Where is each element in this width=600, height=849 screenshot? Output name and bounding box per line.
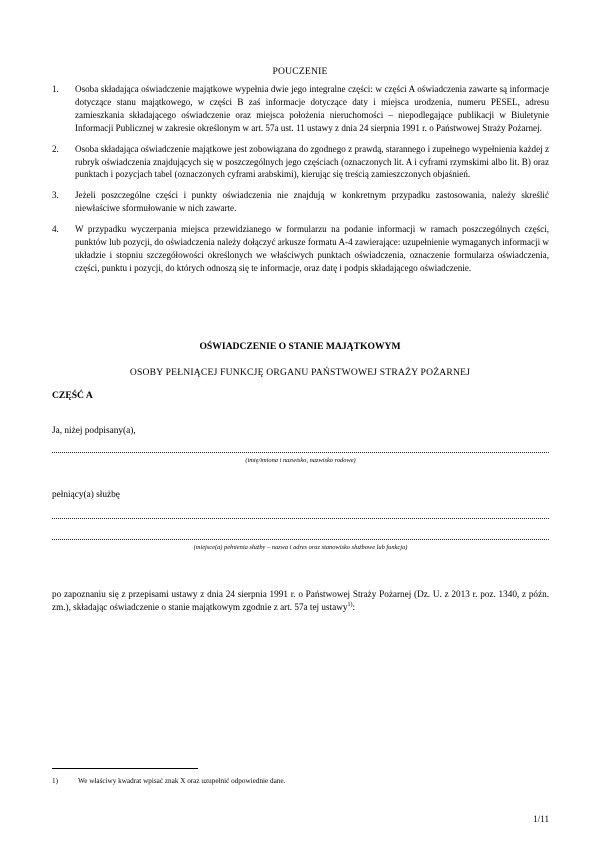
declaration-text: po zapoznaniu się z przepisami ustawy z dnia 24 sierpnia 1991 r. o Państwowej Straży Pożarnej (Dz. U. z 2013 r. poz. 1340, z późn. zm.), składając oświadczenie o stanie majątkowym zgodnie z art. 57a tej ustawy: [52, 589, 549, 613]
form-subtitle: OSOBY PEŁNIĄCEJ FUNKCJĘ ORGANU PAŃSTWOWEJ STRAŻY POŻARNEJ: [129, 367, 471, 378]
instruction-number: 4.: [52, 224, 59, 235]
footnote-text: We właściwy kwadrat wpisać znak X oraz uzupełnić odpowiednie dane.: [78, 777, 286, 785]
instruction-item-2: [52, 143, 549, 182]
instruction-item-3: [52, 189, 549, 215]
instruction-item-1: [52, 83, 549, 135]
service-field-line-1[interactable]: [52, 518, 549, 519]
instruction-text: W przypadku wyczerpania miejsca przewidzianego w formularzu na podanie informacji w ramach poszczególnych części, punktów lub pozycji, do oświadczenia należy dołączyć arkusze formatu A-4 zawierające: uzupełnienie wymaganych informacji w układzie i stopniu szczegółowości określonych we właściwych punktach oświadczenia, oznaczenie formularza oświadczenia, części, punktu i pozycji, do których odnoszą się te informacje, oraz datę i podpis składającego oświadczenie.: [75, 224, 549, 273]
instructions-list: [52, 83, 549, 283]
signatory-label: Ja, niżej podpisany(a),: [52, 426, 136, 436]
footnote: [52, 776, 549, 786]
instruction-number: 3.: [52, 190, 59, 201]
footnote-number: 1): [52, 777, 58, 785]
instruction-text: Jeżeli poszczególne części i punkty oświadczenia nie znajdują w konkretnym przypadku zastosowania, należy skreślić niewłaściwe sformułowanie w nich zawarte.: [75, 190, 549, 214]
instruction-item-4: [52, 223, 549, 275]
instruction-text: Osoba składająca oświadczenie majątkowe wypełnia dwie jego integralne części: w części A oświadczenia zawarte są informacje dotyczące stanu majątkowego, w części B zaś informacje dotyczące daty i miejsca urodzenia, numeru PESEL, adresu zamieszkania składającego oświadczenie oraz miejsca położenia nieruchomości – niepodlegające publikacji w Biuletynie Informacji Publicznej w zakresie określonym w art. 57a ust. 11 ustawy z dnia 24 sierpnia 1991 r. o Państwowej Straży Pożarnej.: [75, 84, 549, 133]
footnote-reference: 1): [347, 602, 353, 609]
page-number: 1/11: [533, 814, 549, 824]
declaration-paragraph: [52, 588, 549, 615]
part-a-heading: CZĘŚĆ A: [52, 390, 93, 401]
instruction-number: 1.: [52, 84, 59, 94]
form-title: OŚWIADCZENIE O STANIE MAJĄTKOWYM: [199, 341, 401, 352]
name-field-caption: (imię/imiona i nazwisko, nazwisko rodowe): [245, 457, 356, 464]
footnote-separator: [52, 768, 198, 769]
declaration-end: :: [352, 602, 355, 613]
instruction-number: 2.: [52, 143, 59, 154]
service-field-line-2[interactable]: [52, 539, 549, 540]
service-label: pełniący(a) służbę: [52, 490, 120, 500]
instructions-title: POUCZENIE: [272, 66, 328, 77]
instruction-text: Osoba składająca oświadczenie majątkowe jest zobowiązana do zgodnego z prawdą, starannego i zupełnego wypełnienia każdej z rubryk oświadczenia znajdujących się w poszczególnych jego częściach (oznaczonych lit. A i cyframi rzymskimi albo lit. B) oraz punktach i pozycjach tabel (oznaczonych cyframi arabskimi), kierując się treścią zamieszczonych objaśnień.: [75, 143, 549, 180]
name-field-line[interactable]: [52, 452, 549, 453]
service-field-caption: (miejsce(a) pełnienia służby – nazwa i adres oraz stanowisko służbowe lub funkcja): [193, 544, 408, 551]
